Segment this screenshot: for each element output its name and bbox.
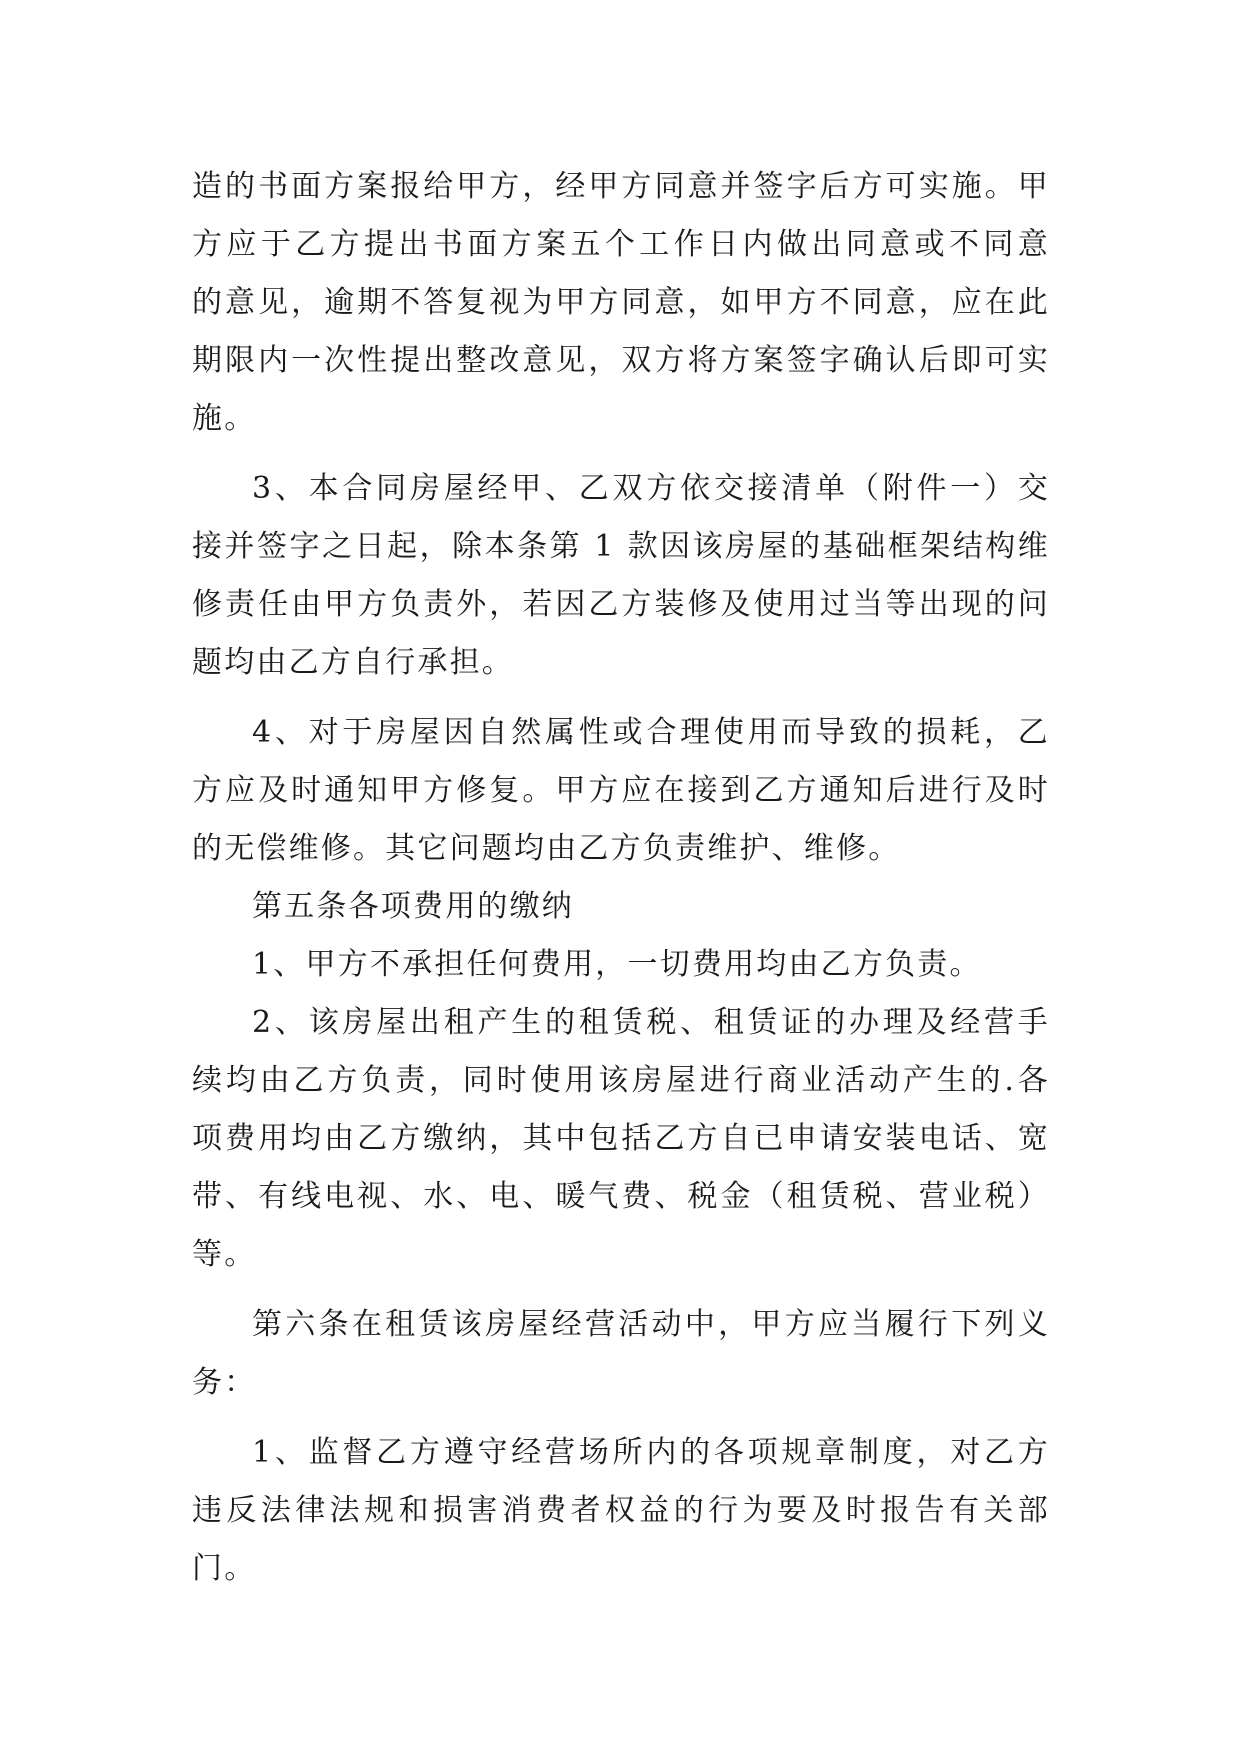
text-line: 题均由乙方自行承担。 [192, 645, 514, 680]
text-line: 方应及时通知甲方修复。甲方应在接到乙方通知后进行及时 [192, 773, 1050, 808]
text-line: 的无偿维修。其它问题均由乙方负责维护、维修。 [192, 831, 901, 866]
text-line: 接并签字之日起，除本条第 1 款因该房屋的基础框架结构维 [192, 529, 1050, 564]
text-line: 第六条在租赁该房屋经营活动中，甲方应当履行下列义 [252, 1307, 1050, 1342]
section-heading-article-6 [192, 1296, 1050, 1412]
section-heading-article-5 [192, 878, 1050, 936]
paragraph-fee-2 [192, 994, 1050, 1284]
text-line: 施。 [192, 401, 257, 436]
document-body [192, 158, 1050, 1598]
text-line: 3、本合同房屋经甲、乙双方依交接清单（附件一）交 [252, 471, 1050, 506]
text-line: 4、对于房屋因自然属性或合理使用而导致的损耗，乙 [252, 715, 1050, 750]
text-line: 等。 [192, 1237, 257, 1272]
text-line: 续均由乙方负责，同时使用该房屋进行商业活动产生的.各 [192, 1063, 1050, 1098]
text-line: 第五条各项费用的缴纳 [252, 889, 574, 924]
text-line: 门。 [192, 1551, 257, 1586]
text-line: 带、有线电视、水、电、暖气费、税金（租赁税、营业税） [192, 1179, 1050, 1214]
text-line: 1、监督乙方遵守经营场所内的各项规章制度，对乙方 [252, 1435, 1050, 1470]
text-line: 务： [192, 1365, 257, 1400]
paragraph-continuation [192, 158, 1050, 448]
text-line: 项费用均由乙方缴纳，其中包括乙方自已申请安装电话、宽 [192, 1121, 1050, 1156]
text-line: 方应于乙方提出书面方案五个工作日内做出同意或不同意 [192, 227, 1050, 262]
text-line: 的意见，逾期不答复视为甲方同意，如甲方不同意，应在此 [192, 285, 1050, 320]
text-line: 违反法律法规和损害消费者权益的行为要及时报告有关部 [192, 1493, 1050, 1528]
paragraph-fee-1 [192, 936, 1050, 994]
paragraph-clause-3 [192, 460, 1050, 692]
text-line: 1、甲方不承担任何费用，一切费用均由乙方负责。 [252, 947, 982, 982]
text-line: 造的书面方案报给甲方，经甲方同意并签字后方可实施。甲 [192, 169, 1050, 204]
text-line: 2、该房屋出租产生的租赁税、租赁证的办理及经营手 [252, 1005, 1050, 1040]
paragraph-clause-4 [192, 704, 1050, 878]
paragraph-duty-1 [192, 1424, 1050, 1598]
text-line: 期限内一次性提出整改意见，双方将方案签字确认后即可实 [192, 343, 1050, 378]
text-line: 修责任由甲方负责外，若因乙方装修及使用过当等出现的问 [192, 587, 1050, 622]
